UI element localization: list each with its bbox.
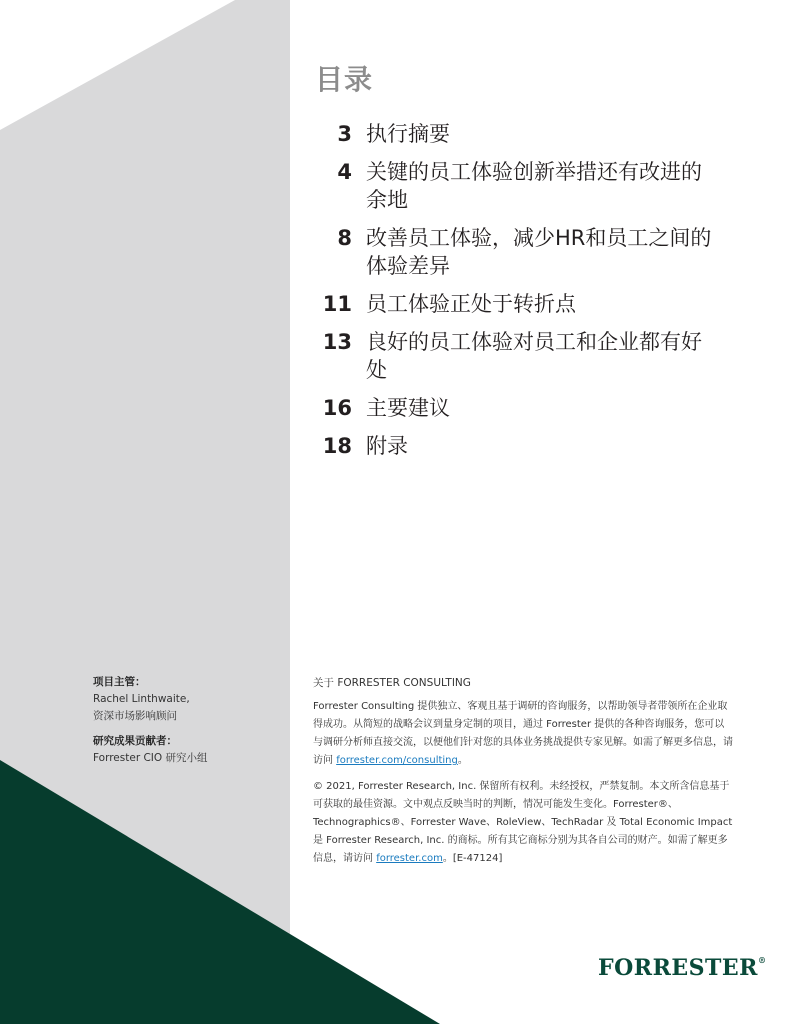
toc-item-label: 主要建议: [366, 396, 450, 420]
project-lead-label: 项目主管：: [93, 676, 146, 688]
toc-item-label: 执行摘要: [366, 122, 450, 146]
about-paragraph: [313, 698, 733, 770]
about-section: [313, 674, 733, 876]
project-lead-role: 资深市场影响顾问: [93, 710, 177, 722]
toc-item-label: 改善员工体验，减少HR和员工之间的体验差异: [366, 226, 712, 278]
toc-item-label: 员工体验正处于转折点: [366, 292, 576, 316]
toc-page-number: 16: [322, 396, 352, 420]
toc-page-number: 13: [322, 330, 352, 354]
copyright-text: © 2021, Forrester Research, Inc. 保留所有权利。未经授权，严禁复制。本文所含信息基于可获取的最佳资源。文中观点反映当时的判断，情况可能发生变化。Forrester®、Technographics®、Forrester Wave、RoleView、TechRadar 及 Total Economic Impact 是 Forrester Research, Inc. 的商标。所有其它商标分别为其各自公司的财产。如需了解更多信息，请访问: [313, 781, 733, 864]
contributors-name: Forrester CIO 研究小组: [93, 752, 208, 764]
toc-page-number: 11: [322, 292, 352, 316]
toc-item[interactable]: [312, 328, 732, 384]
project-credits: [93, 674, 283, 767]
table-of-contents: [312, 120, 732, 470]
toc-item[interactable]: [312, 432, 732, 460]
toc-item[interactable]: [312, 224, 732, 280]
logo-text: FORRESTER: [598, 955, 758, 981]
about-heading: 关于 FORRESTER CONSULTING: [313, 677, 471, 689]
forrester-logo: [598, 955, 766, 981]
toc-item-label: 良好的员工体验对员工和企业都有好处: [366, 330, 702, 382]
toc-page-number: 8: [337, 226, 352, 250]
toc-item[interactable]: [312, 394, 732, 422]
toc-page-number: 18: [322, 434, 352, 458]
logo-registered-mark: ®: [757, 955, 767, 965]
copyright-paragraph: [313, 778, 733, 868]
toc-page-number: 4: [337, 160, 352, 184]
contributors-label: 研究成果贡献者：: [93, 735, 177, 747]
project-lead-name: Rachel Linthwaite,: [93, 693, 190, 705]
toc-item[interactable]: [312, 158, 732, 214]
toc-item[interactable]: [312, 290, 732, 318]
toc-title: 目录: [315, 63, 374, 96]
about-paragraph-text: Forrester Consulting 提供独立、客观且基于调研的咨询服务，以帮助领导者带领所在企业取得成功。从简短的战略会议到量身定制的项目，通过 Forrester 提供的各种咨询服务，您可以与调研分析师直接交流，以便他们针对您的具体业务挑战提供专家见解。如需了解更多信息，请访问: [313, 701, 733, 766]
toc-item[interactable]: [312, 120, 732, 148]
toc-item-label: 附录: [366, 434, 408, 458]
about-paragraph-end: 。: [457, 755, 468, 766]
consulting-link[interactable]: forrester.com/consulting: [336, 755, 458, 766]
copyright-end: 。[E-47124]: [442, 853, 503, 864]
toc-item-label: 关键的员工体验创新举措还有改进的余地: [366, 160, 702, 212]
forrester-link[interactable]: forrester.com: [376, 853, 443, 864]
toc-page-number: 3: [337, 122, 352, 146]
